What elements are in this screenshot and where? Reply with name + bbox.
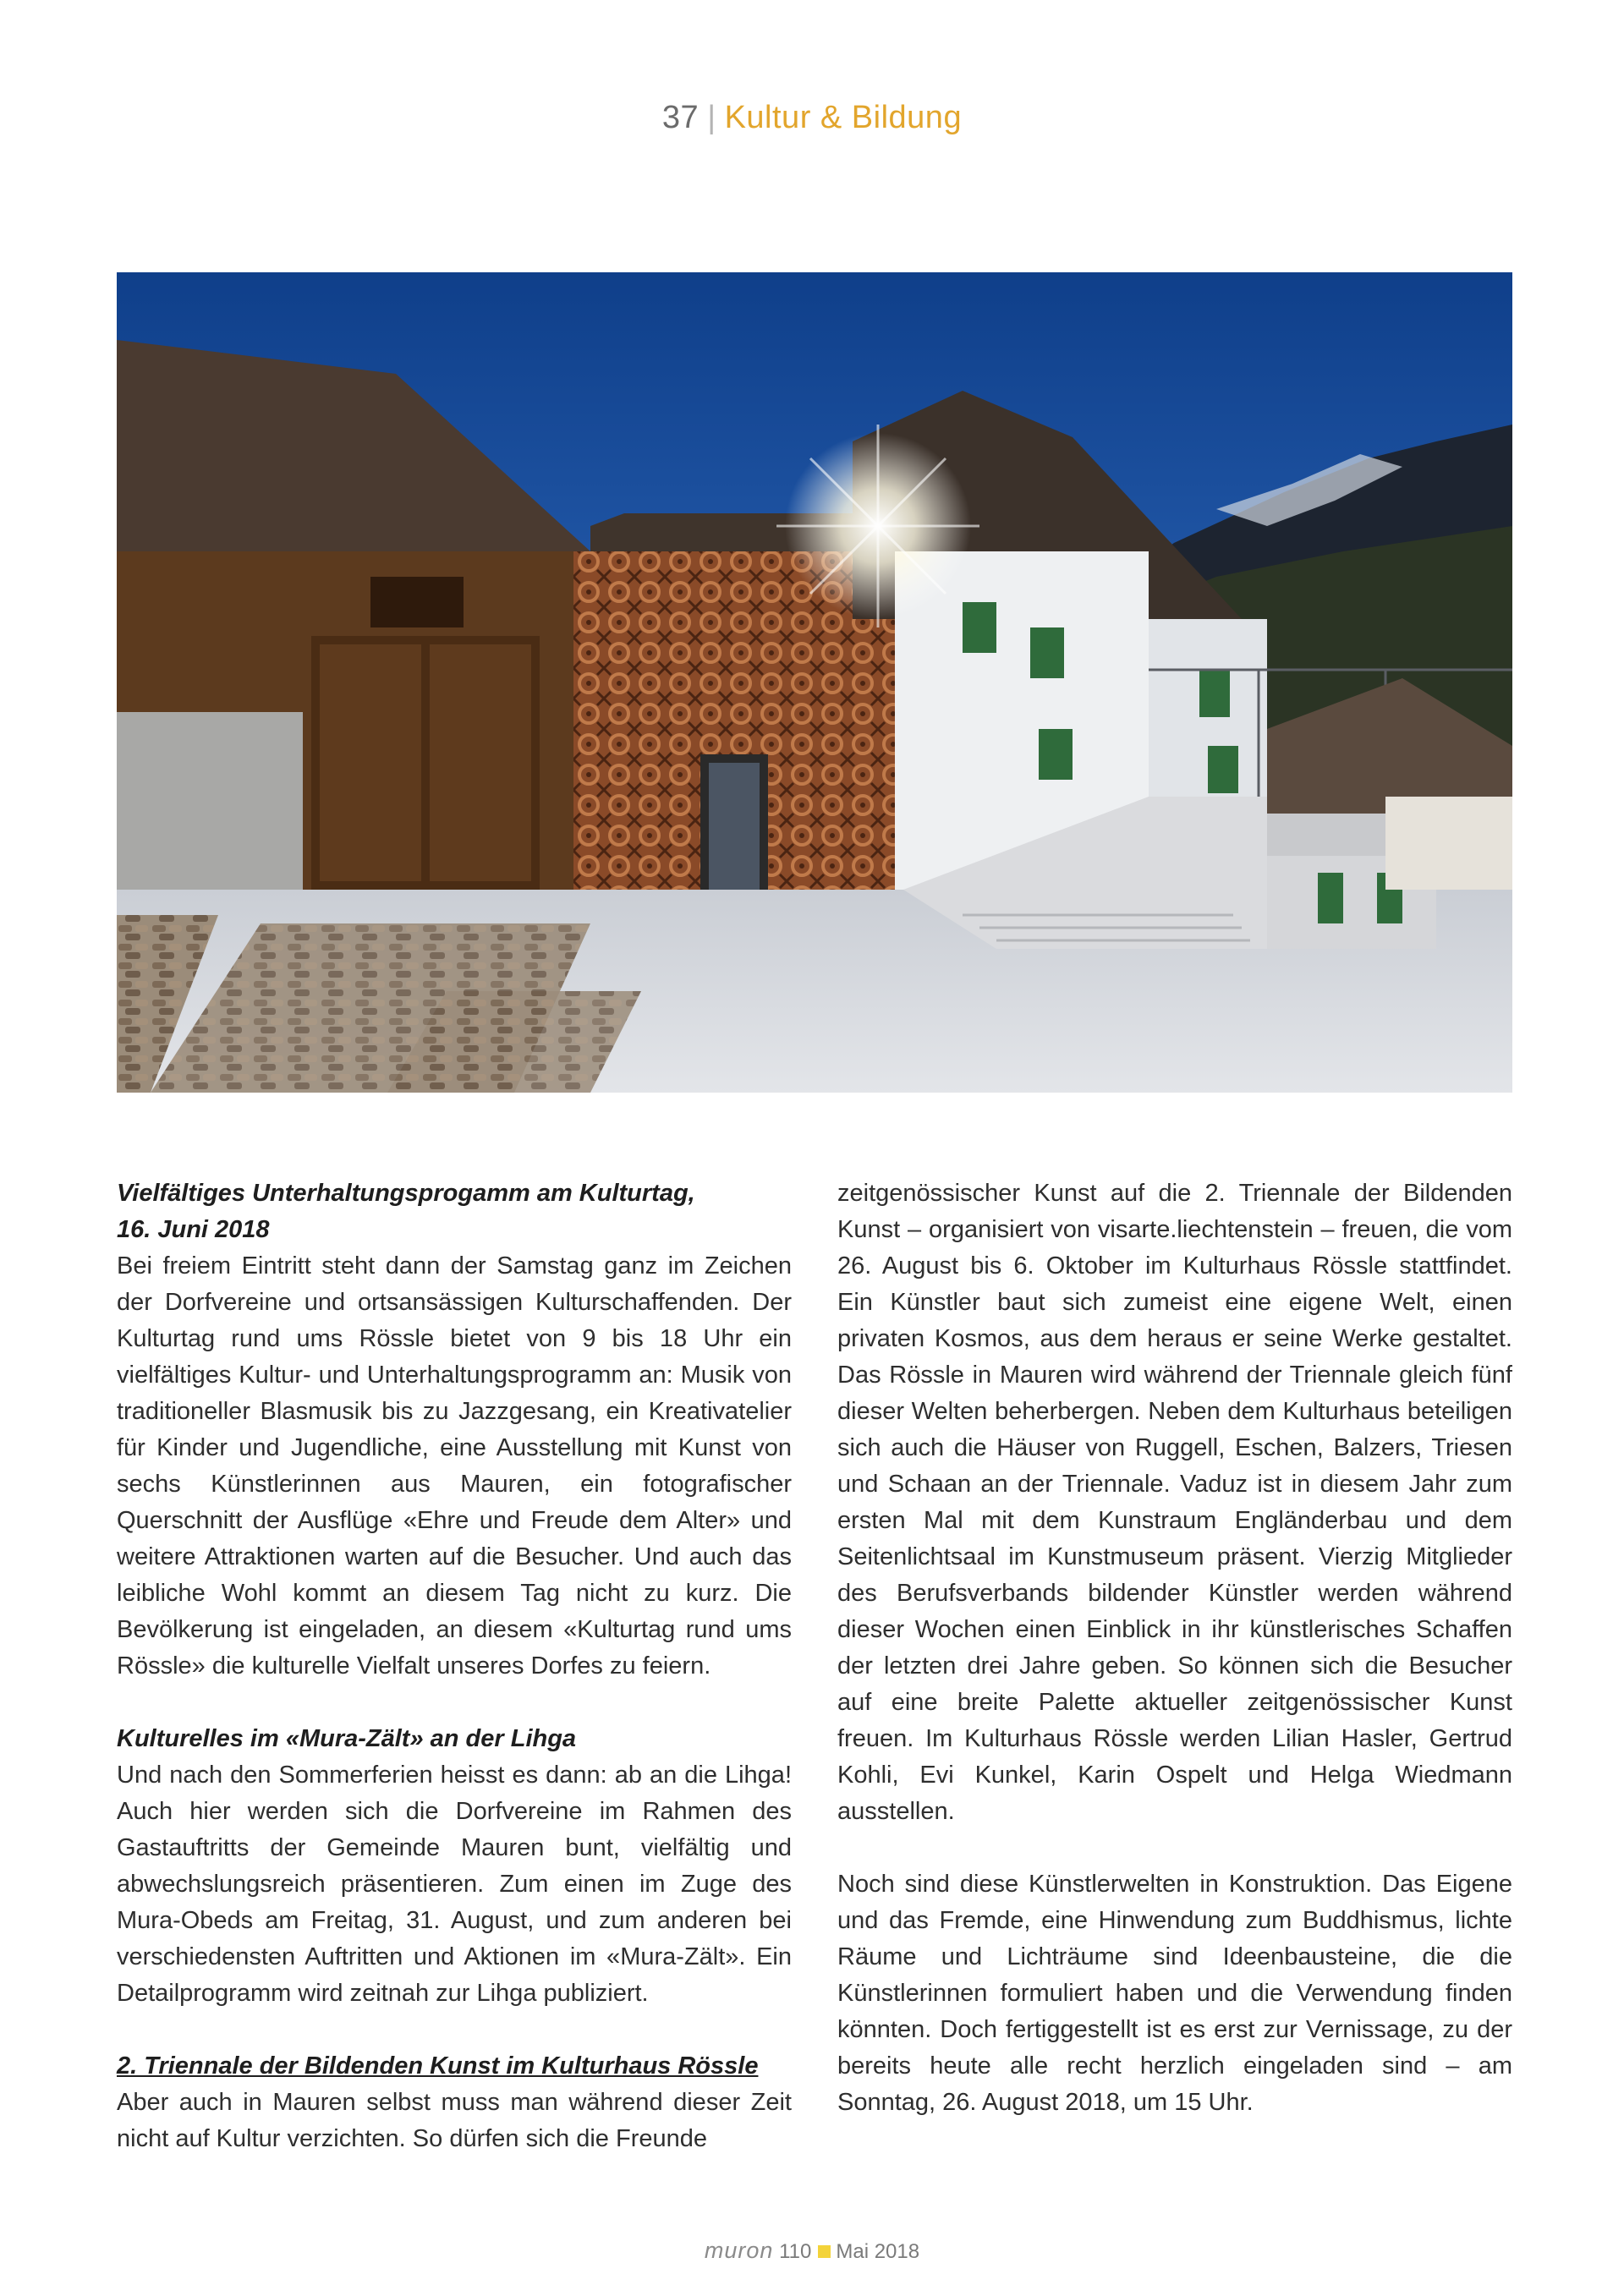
paragraph-lihga: Und nach den Sommerferien heisst es dann: ab an die Lihga! Auch hier werden sich die Dorfvereine im Rahmen des Gastauftritts der Gemeinde Mauren bunt, vielfältig und abwechslungsreich präsentieren. Zum einen im Zuge des Mura-Obeds am Freitag, 31. August, und zum anderen bei verschiedensten Auftritten und Aktionen im «Mura-Zält». Ein Detailprogramm wird zeitnah zur Lihga publiziert. xyxy=(117,1762,792,2007)
left-column xyxy=(117,1175,792,2157)
building-photo xyxy=(117,272,1512,1093)
issue-date: Mai 2018 xyxy=(836,2240,920,2263)
paragraph-triennale-continued: zeitgenössischer Kunst auf die 2. Triennale der Bildenden Kunst – organisiert von visarte.liechtenstein – freuen, die vom 26. August bis 6. Oktober im Kulturhaus Rössle stattfindet. Ein Künstler baut sich zumeist eine eigene Welt, einen privaten Kosmos, aus dem heraus er seine Werke gestaltet. Das Rössle in Mauren wird während der Triennale gleich fünf dieser Welten beherbergen. Neben dem Kulturhaus beteiligen sich auch die Häuser von Ruggell, Eschen, Balzers, Triesen und Schaan an der Triennale. Vaduz ist in diesem Jahr zum ersten Mal mit dem Kunstraum Engländerbau und dem Seitenlichtsaal im Kunstmuseum präsent. Vierzig Mitglieder des Berufsverbands bildender Künstler werden während dieser Wochen einen Einblick in ihr künstlerisches Schaffen der letzten drei Jahre geben. So können sich die Besucher auf eine breite Palette aktueller zeitgenössischer Kunst freuen. Im Kulturhaus Rössle werden Lilian Hasler, Gertrud Kohli, Evi Kunkel, Karin Ospelt und Helga Wiedmann ausstellen. xyxy=(837,1180,1512,1825)
heading-kulturtag-line2: 16. Juni 2018 xyxy=(117,1216,270,1243)
right-column xyxy=(837,1175,1512,2121)
issue-number: 110 xyxy=(779,2240,812,2263)
heading-kulturtag-line1: Vielfältiges Unterhaltungsprogamm am Kulturtag, xyxy=(117,1180,695,1207)
paragraph-kulturtag: Bei freiem Eintritt steht dann der Samstag ganz im Zeichen der Dorfvereine und ortsansässigen Kulturschaffenden. Der Kulturtag rund ums Rössle bietet von 9 bis 18 Uhr ein vielfältiges Kultur- und Unterhaltungsprogramm an: Musik von traditioneller Blasmusik bis zu Jazzgesang, ein Kreativatelier für Kinder und Jugendliche, eine Ausstellung mit Kunst von sechs Künstlerinnen aus Mauren, ein fotografischer Querschnitt der Ausflüge «Ehre und Freude dem Alter» und weitere Attraktionen warten auf die Besucher. Und auch das leibliche Wohl kommt an diesem Tag nicht zu kurz. Die Bevölkerung ist eingeladen, an diesem «Kulturtag rund ums Rössle» die kulturelle Vielfalt unseres Dorfes zu feiern. xyxy=(117,1252,792,1680)
section-title: Kultur & Bildung xyxy=(724,100,963,135)
heading-kulturtag xyxy=(117,1175,792,1248)
page-number: 37 xyxy=(661,100,700,135)
heading-triennale: 2. Triennale der Bildenden Kunst im Kulturhaus Rössle xyxy=(117,2052,759,2080)
paragraph-kuenstlerwelten: Noch sind diese Künstlerwelten in Konstruktion. Das Eigene und das Fremde, eine Hinwendung zum Buddhismus, lichte Räume und Lichträume sind Ideenbausteine, die die Künstlerinnen formuliert haben und die Verwendung finden könnten. Doch fertiggestellt ist es erst zur Vernissage, zu der bereits heute alle recht herzlich eingeladen sind – am Sonntag, 26. August 2018, um 15 Uhr. xyxy=(837,1871,1512,2116)
paragraph-triennale-start: Aber auch in Mauren selbst muss man während dieser Zeit nicht auf Kultur verzichten. So dürfen sich die Freunde xyxy=(117,2089,792,2152)
header-separator: | xyxy=(707,100,716,135)
heading-lihga: Kulturelles im «Mura-Zält» an der Lihga xyxy=(117,1725,577,1752)
footer-square-icon xyxy=(818,2245,831,2258)
magazine-brand: muron xyxy=(704,2238,774,2263)
page-footer xyxy=(0,2238,1624,2264)
page-header xyxy=(0,100,1624,136)
